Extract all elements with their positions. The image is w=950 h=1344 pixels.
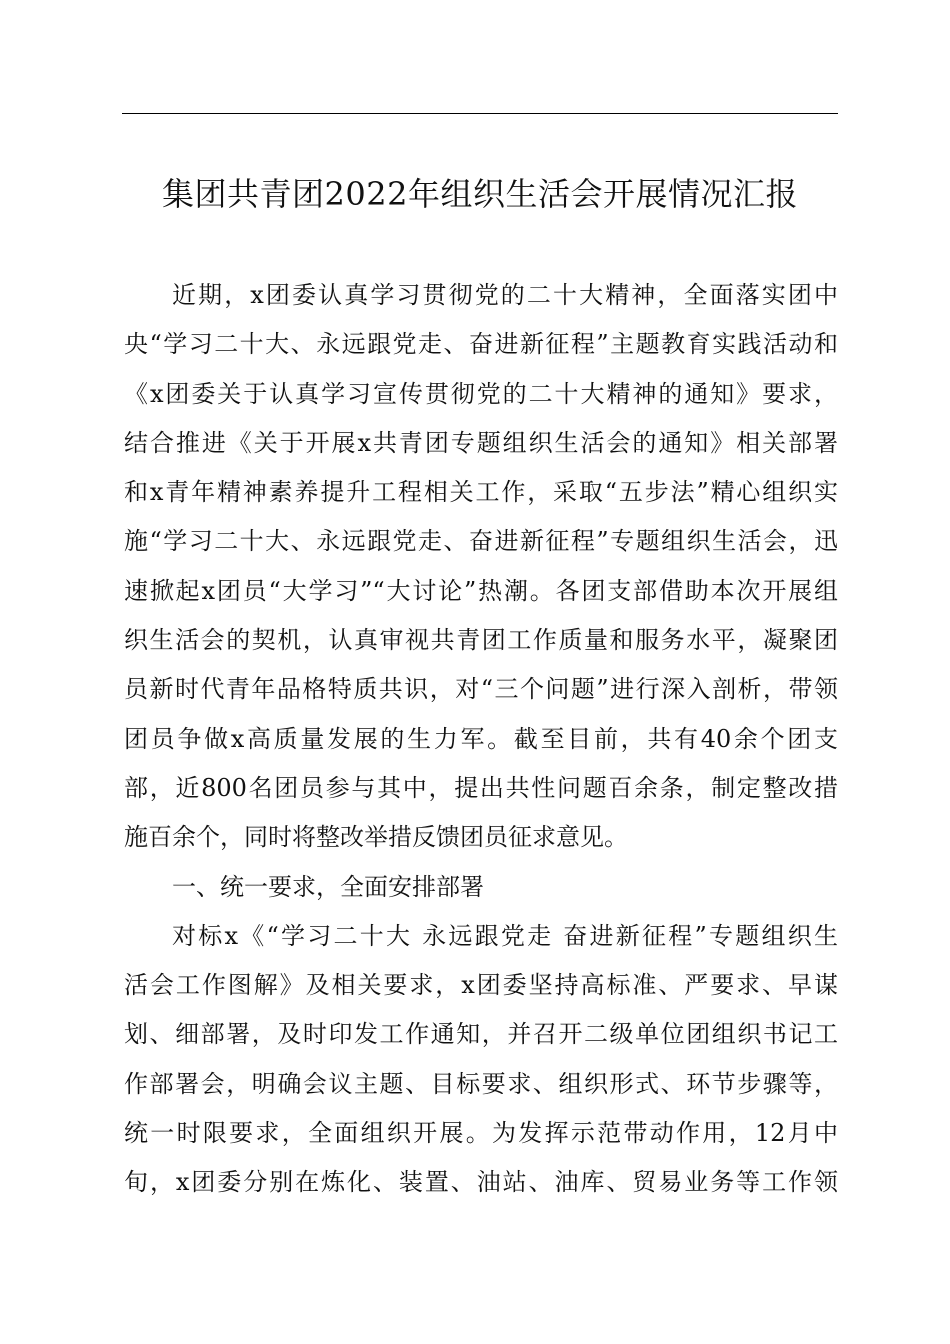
paragraph-2-line-4: 作部署会，明确会议主题、目标要求、组织形式、环节步骤等， (124, 1069, 838, 1098)
paragraph-2-line-3: 划、细部署，及时印发工作通知，并召开二级单位团组织书记工 (124, 1020, 838, 1049)
paragraph-1-line-5: 和x青年精神素养提升工程相关工作，采取“五步法”精心组织实 (124, 478, 838, 507)
paragraph-1-line-8: 织生活会的契机，认真审视共青团工作质量和服务水平，凝聚团 (124, 626, 838, 655)
paragraph-1-line-2: 央“学习二十大、永远跟党走、奋进新征程”主题教育实践活动和 (124, 330, 838, 359)
paragraph-2-line-5: 统一时限要求，全面组织开展。为发挥示范带动作用，12月中 (124, 1119, 838, 1148)
document-title: 集团共青团2022年组织生活会开展情况汇报 (162, 175, 798, 213)
paragraph-1-line-6: 施“学习二十大、永远跟党走、奋进新征程”专题组织生活会，迅 (124, 527, 838, 556)
paragraph-1-line-7: 速掀起x团员“大学习”“大讨论”热潮。各团支部借助本次开展组 (124, 576, 838, 605)
header-rule (122, 113, 838, 114)
paragraph-1-line-12: 施百余个，同时将整改举措反馈团员征求意见。 (124, 823, 628, 852)
paragraph-1-line-1: 近期，x团委认真学习贯彻党的二十大精神，全面落实团中 (172, 281, 838, 309)
paragraph-1-line-4: 结合推进《关于开展x共青团专题组织生活会的通知》相关部署 (124, 428, 838, 457)
document-body (124, 271, 838, 1208)
paragraph-2-line-2: 活会工作图解》及相关要求，x团委坚持高标准、严要求、早谋 (124, 971, 838, 1000)
paragraph-2-line-6: 旬，x团委分别在炼化、装置、油站、油库、贸易业务等工作领 (124, 1168, 838, 1197)
paragraph-2-line-1: 对标x《“学习二十大 永远跟党走 奋进新征程”专题组织生 (172, 921, 838, 950)
paragraph-1-line-3: 《x团委关于认真学习宣传贯彻党的二十大精神的通知》要求， (124, 379, 838, 408)
paragraph-1-line-9: 员新时代青年品格特质共识，对“三个问题”进行深入剖析，带领 (124, 675, 838, 704)
section-heading-1: 一、统一要求，全面安排部署 (172, 872, 484, 901)
paragraph-1-line-10: 团员争做x高质量发展的生力军。截至目前，共有40余个团支 (124, 724, 838, 753)
paragraph-1-line-11: 部，近800名团员参与其中，提出共性问题百余条，制定整改措 (124, 773, 838, 802)
